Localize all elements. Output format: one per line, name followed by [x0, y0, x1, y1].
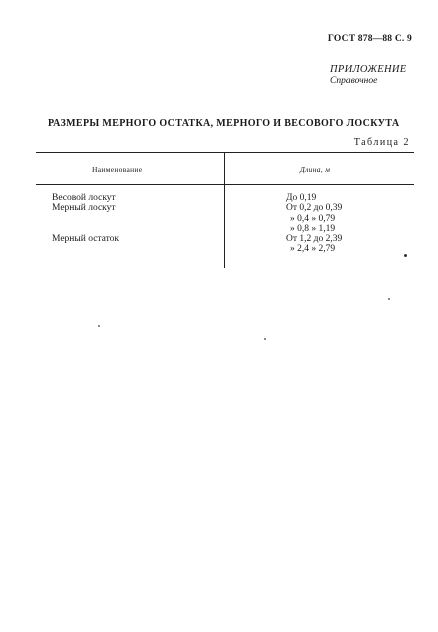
table-top-rule: [36, 152, 414, 153]
table-cell-name: [52, 224, 119, 234]
table-cell-name: [52, 244, 119, 254]
margin-mark: [404, 254, 407, 257]
standard-reference: ГОСТ 878—88 С. 9: [327, 34, 412, 44]
document-title: РАЗМЕРЫ МЕРНОГО ОСТАТКА, МЕРНОГО И ВЕСОВОГО ЛОСКУТА: [48, 118, 400, 129]
names-column: [52, 193, 119, 255]
appendix-subtitle: Справочное: [330, 76, 378, 86]
table-cell-length: От 0,2 до 0,39: [286, 203, 343, 214]
table-label: Таблица 2: [353, 137, 410, 148]
lengths-column: [286, 193, 342, 255]
table-cell-name: Мерный остаток: [52, 234, 120, 245]
table-cell-name: Весовой лоскут: [52, 193, 116, 203]
table-cell-length: До 0,19: [286, 193, 317, 203]
table-column-divider: [224, 152, 225, 268]
scan-speck: [264, 338, 266, 340]
scan-speck: [98, 325, 100, 327]
appendix-block: [330, 64, 412, 86]
column-header-name: Наименование: [92, 165, 143, 174]
table-header-rule: [36, 184, 414, 185]
table-cell-length: » 0,4 » 0,79: [290, 213, 336, 224]
table-cell-length: От 1,2 до 2,39: [286, 234, 343, 245]
appendix-title: ПРИЛОЖЕНИЕ: [330, 64, 407, 75]
table-cell-name: [52, 214, 119, 224]
table-cell-length: » 0,8 » 1,19: [290, 223, 336, 234]
column-header-length: Длина, м: [300, 165, 331, 174]
table-cell-name: Мерный лоскут: [52, 203, 116, 214]
table-cell-length: » 2,4 » 2,79: [290, 244, 336, 255]
scan-speck: [388, 298, 390, 300]
